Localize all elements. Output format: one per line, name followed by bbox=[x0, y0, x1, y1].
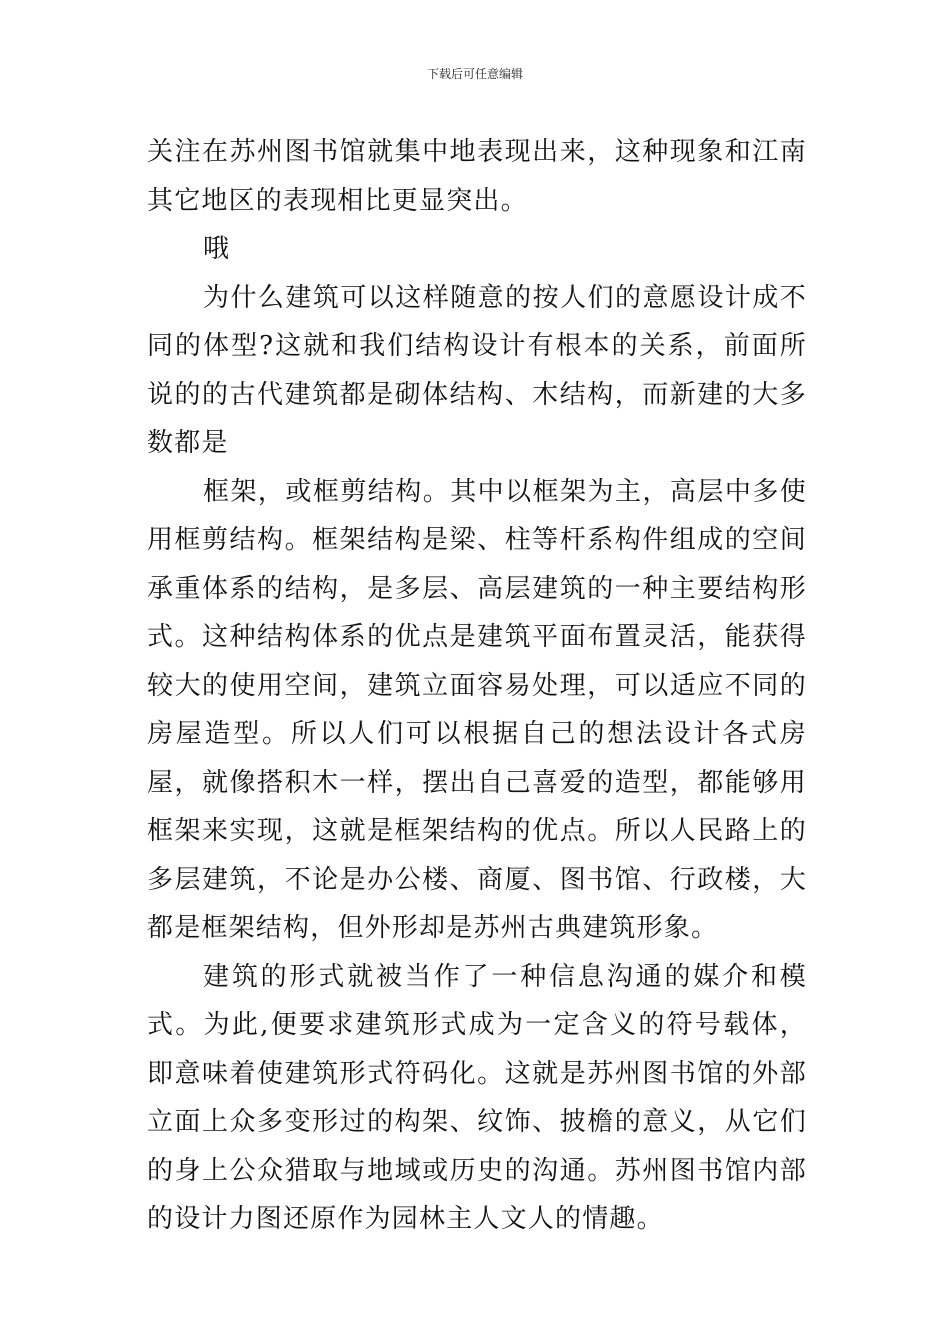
document-body bbox=[147, 128, 807, 1244]
paragraph-structure-question: 为什么建筑可以这样随意的按人们的意愿设计成不同的体型?这就和我们结构设计有根本的关系，前面所说的的古代建筑都是砌体结构、木结构，而新建的大多数都是 bbox=[147, 282, 807, 458]
paragraph-frame-structure: 框架，或框剪结构。其中以框架为主，高层中多使用框剪结构。框架结构是梁、柱等杆系构件组成的空间承重体系的结构，是多层、高层建筑的一种主要结构形式。这种结构体系的优点是建筑平面布置灵活，能获得较大的使用空间，建筑立面容易处理，可以适应不同的房屋造型。所以人们可以根据自己的想法设计各式房屋，就像搭积木一样，摆出自己喜爱的造型，都能够用框架来实现，这就是框架结构的优点。所以人民路上的多层建筑，不论是办公楼、商厦、图书馆、行政楼，大都是框架结构，但外形却是苏州古典建筑形象。 bbox=[147, 476, 807, 943]
page-header: 下载后可任意编辑 bbox=[426, 67, 523, 81]
paragraph-interjection: 哦 bbox=[203, 234, 231, 264]
paragraph-architectural-form: 建筑的形式就被当作了一种信息沟通的媒介和模式。为此,便要求建筑形式成为一定含义的符号载体，即意味着使建筑形式符码化。这就是苏州图书馆的外部立面上众多变形过的构架、纹饰、披檐的意义，从它们的身上公众猎取与地域或历史的沟通。苏州图书馆内部的设计力图还原作为园林主人文人的情趣。 bbox=[147, 961, 807, 1234]
paragraph-continuation: 关注在苏州图书馆就集中地表现出来，这种现象和江南其它地区的表现相比更显突出。 bbox=[147, 137, 807, 216]
